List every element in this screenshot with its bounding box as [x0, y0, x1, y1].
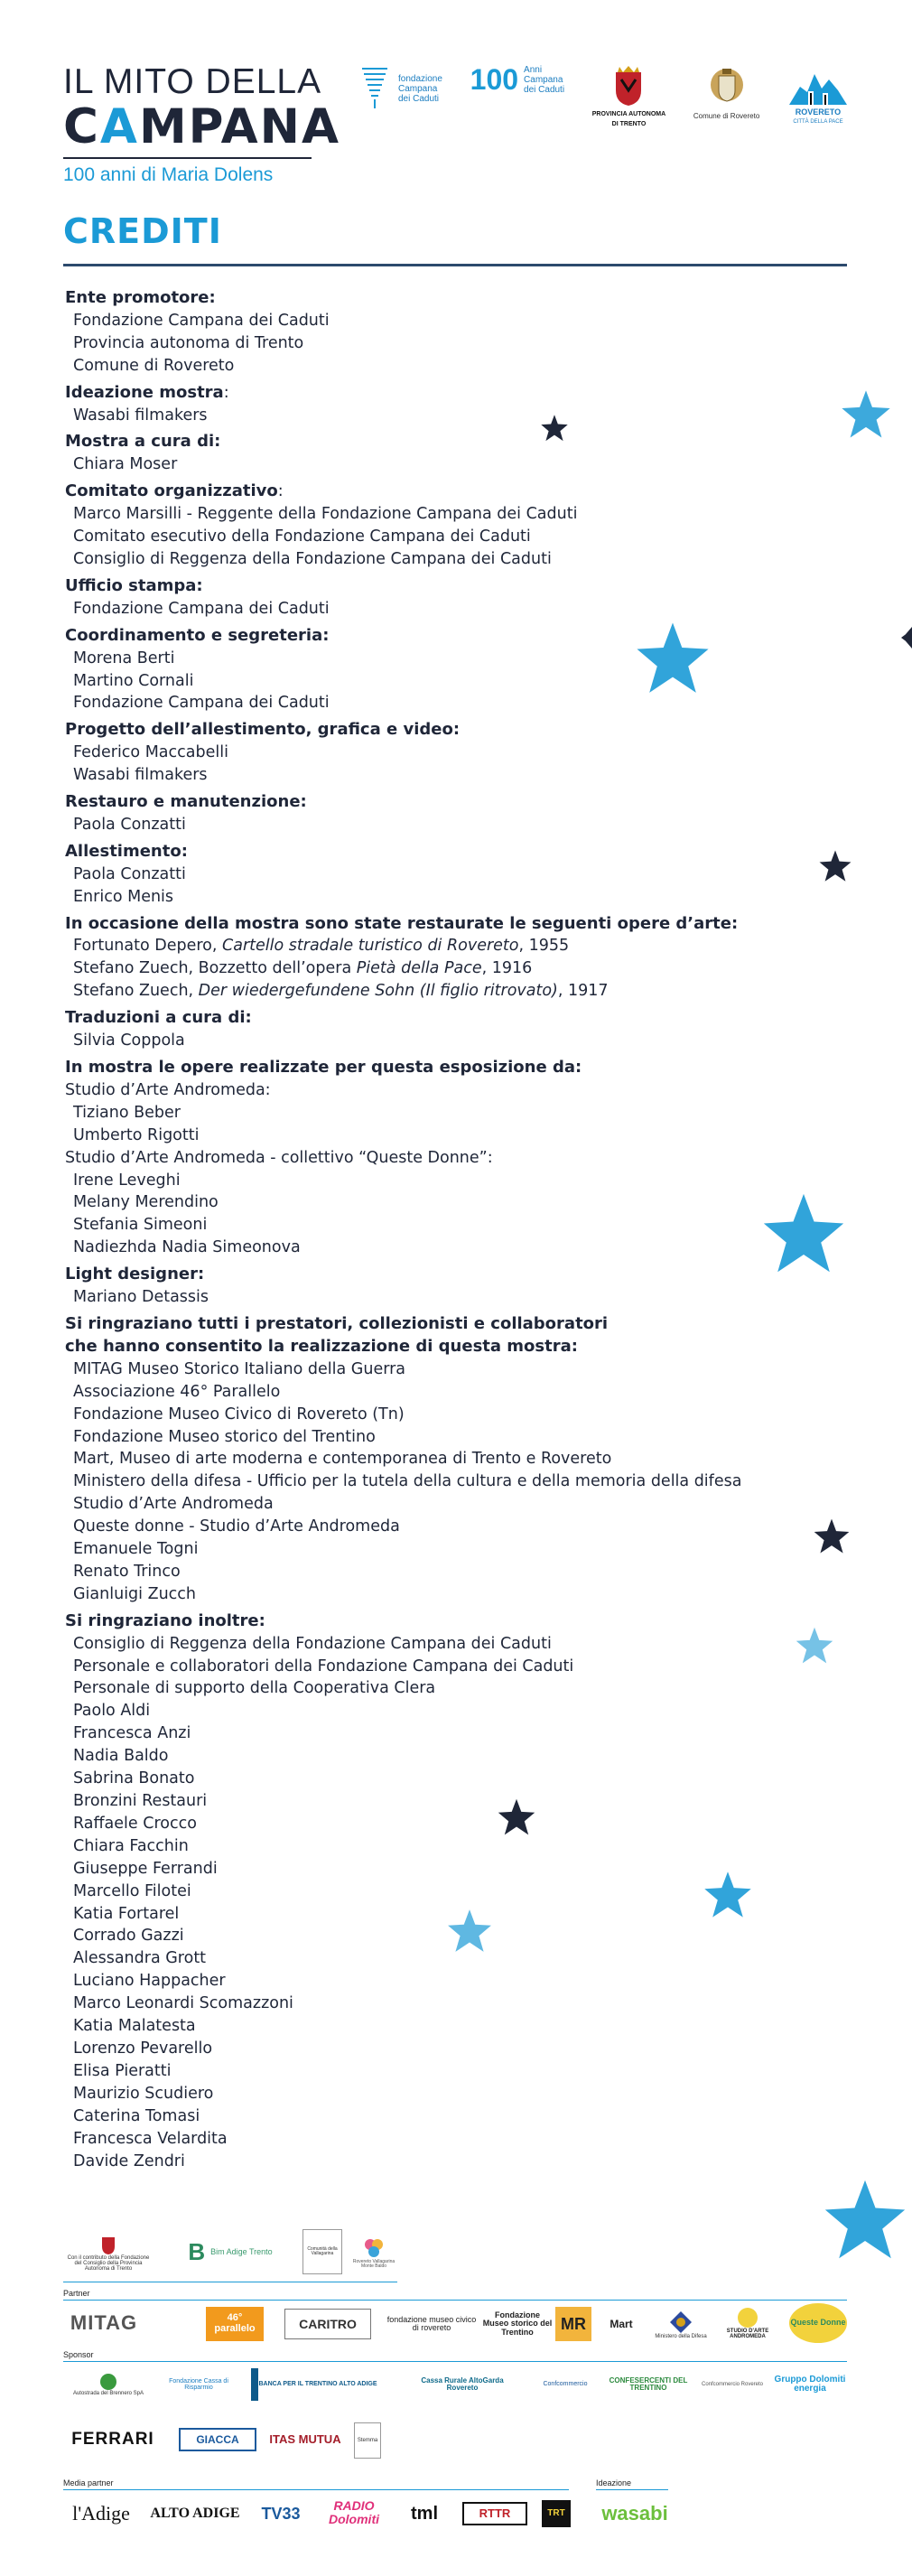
- section-heading: Traduzioni a cura di:: [65, 1008, 252, 1028]
- section-heading: Coordinamento e segreteria:: [65, 625, 330, 645]
- list-item: Emanuele Togni: [73, 1540, 199, 1559]
- credit-section: [65, 1313, 860, 1606]
- header-logos: [357, 65, 849, 137]
- exhibition-title: [63, 62, 341, 186]
- list-item: Consiglio di Reggenza della Fondazione Campana dei Caduti: [73, 1634, 552, 1653]
- list-item: Maurizio Scudiero: [73, 2084, 214, 2103]
- list-item: Fondazione Campana dei Caduti: [73, 694, 330, 713]
- sponsor-logo: Confcommercio: [543, 2381, 588, 2388]
- sponsor-logo: Fondazione Cassa di Risparmio: [169, 2377, 228, 2391]
- credit-section: [65, 1264, 860, 1309]
- credit-section: [65, 287, 860, 378]
- sponsor-logo: CONFESERCENTI DEL TRENTINO: [609, 2375, 688, 2392]
- list-item: Stefano Zuech, Der wiedergefundene Sohn (Il figlio ritrovato), 1917: [73, 982, 609, 1001]
- flower-icon: [362, 2236, 386, 2260]
- section-heading: Ideazione mostra:: [65, 382, 229, 402]
- group-label: Studio d’Arte Andromeda - collettivo “Queste Donne”:: [65, 1148, 493, 1167]
- media-logo: RADIO Dolomiti: [329, 2498, 379, 2526]
- list-item: Paolo Aldi: [73, 1702, 151, 1721]
- list-item: Martino Cornali: [73, 671, 194, 690]
- sponsor-label: Sponsor: [63, 2350, 94, 2359]
- credit-section: [65, 1057, 860, 1259]
- section-heading: Restauro e manutenzione:: [65, 792, 307, 812]
- star-icon: [634, 620, 712, 697]
- sponsor-logo: Cassa Rurale AltoGarda Rovereto: [421, 2375, 504, 2392]
- sponsor-logo: ITAS MUTUA: [269, 2432, 341, 2447]
- sponsor-logo: Stemma: [354, 2422, 381, 2459]
- list-item: Associazione 46° Parallelo: [73, 1382, 281, 1401]
- star-badge-icon: [736, 2307, 759, 2329]
- list-item: Provincia autonoma di Trento: [73, 333, 304, 352]
- list-item: Fondazione Campana dei Caduti: [73, 311, 330, 330]
- bell-letter: A: [99, 99, 139, 154]
- section-heading: Light designer:: [65, 1265, 205, 1284]
- list-item: Renato Trinco: [73, 1562, 181, 1581]
- list-item: Comitato esecutivo della Fondazione Campana dei Caduti: [73, 527, 531, 546]
- consiglio-provincia-logo: Con il contributo della Fondazione del Consiglio della Provincia Autonoma di Trento: [63, 2231, 154, 2276]
- star-icon: [818, 847, 852, 885]
- title-line-2: CAMPANA: [63, 99, 341, 154]
- footer-divider: [63, 2489, 569, 2490]
- group-label: Studio d’Arte Andromeda:: [65, 1080, 271, 1099]
- list-item: Federico Maccabelli: [73, 743, 228, 762]
- section-heading: In occasione della mostra sono state restaurate le seguenti opere d’arte:: [65, 913, 739, 933]
- star-icon: [540, 412, 569, 444]
- credit-section: [65, 625, 860, 715]
- credit-section: [65, 913, 860, 1003]
- partner-logo: MR: [555, 2307, 591, 2341]
- credit-section: [65, 431, 860, 476]
- footer-logos: [0, 2213, 912, 2576]
- wasabi-logo: wasabi: [601, 2502, 668, 2525]
- list-item: Francesca Anzi: [73, 1724, 191, 1743]
- crest-icon: [100, 2235, 116, 2255]
- bell-icon: [357, 65, 393, 112]
- star-icon: [795, 1626, 834, 1666]
- list-item: Katia Malatesta: [73, 2017, 196, 2036]
- list-item: Morena Berti: [73, 649, 175, 667]
- media-partner-label: Media partner: [63, 2478, 114, 2487]
- media-logo: ALTO ADIGE: [150, 2505, 240, 2521]
- credit-section: [65, 1007, 860, 1052]
- list-item: Enrico Menis: [73, 887, 174, 906]
- list-item: Marco Marsilli - Reggente della Fondazione Campana dei Caduti: [73, 505, 578, 524]
- media-logo: tml: [411, 2503, 438, 2524]
- partner-logo: 46° parallelo: [206, 2307, 264, 2341]
- list-item: Wasabi filmakers: [73, 766, 208, 785]
- list-item: Personale di supporto della Cooperativa Clera: [73, 1679, 436, 1698]
- list-item: Katia Fortarel: [73, 1904, 180, 1923]
- list-item: Davide Zendri: [73, 2151, 185, 2170]
- list-item: Umberto Rigotti: [73, 1125, 200, 1144]
- list-item: Mart, Museo di arte moderna e contemporanea di Trento e Rovereto: [73, 1450, 612, 1469]
- list-item: Tiziano Beber: [73, 1103, 181, 1122]
- title-rule: [63, 264, 847, 266]
- partner-logo: Queste Donne: [789, 2303, 847, 2343]
- list-item: Marco Leonardi Scomazzoni: [73, 1994, 293, 2013]
- partner-logo: fondazione museo civico di rovereto: [386, 2314, 477, 2332]
- list-item: Luciano Happacher: [73, 1972, 226, 1991]
- credit-section: [65, 575, 860, 621]
- list-item: Comune di Rovereto: [73, 356, 235, 375]
- credit-section: [65, 382, 860, 427]
- star-icon: [840, 388, 892, 441]
- credit-section: [65, 791, 860, 836]
- media-logo: TV33: [261, 2504, 301, 2523]
- list-item: Marcello Filotei: [73, 1881, 191, 1900]
- section-heading: Comitato organizzativo:: [65, 481, 284, 501]
- list-item: MITAG Museo Storico Italiano della Guerra: [73, 1359, 406, 1378]
- partner-label: Partner: [63, 2289, 90, 2298]
- list-item: Bronzini Restauri: [73, 1792, 208, 1810]
- city-skyline-icon: [787, 65, 849, 105]
- list-item: Nadia Baldo: [73, 1747, 169, 1766]
- list-item: Fondazione Museo storico del Trentino: [73, 1427, 376, 1446]
- list-item: Queste donne - Studio d’Arte Andromeda: [73, 1517, 400, 1536]
- emblem-icon: [669, 2310, 693, 2334]
- list-item: Corrado Gazzi: [73, 1927, 184, 1946]
- road-icon: [99, 2373, 117, 2391]
- comune-rovereto-logo: Comune di Rovereto: [693, 65, 759, 121]
- title-divider: [63, 157, 312, 159]
- partner-logo: Fondazione Museo storico del Trentino: [482, 2310, 553, 2337]
- section-heading: Allestimento:: [65, 841, 188, 861]
- sponsor-logo: Autostrada del Brennero SpA: [63, 2366, 154, 2403]
- list-item: Giuseppe Ferrandi: [73, 1859, 218, 1878]
- section-heading: Si ringraziano inoltre:: [65, 1610, 265, 1630]
- list-item: Chiara Facchin: [73, 1836, 189, 1855]
- credit-section: [65, 841, 860, 909]
- section-heading: Ufficio stampa:: [65, 575, 203, 595]
- title-subtitle: 100 anni di Maria Dolens: [63, 164, 274, 185]
- list-item: Consiglio di Reggenza della Fondazione Campana dei Caduti: [73, 549, 552, 568]
- footer-divider: [63, 2300, 847, 2301]
- media-logo: RTTR: [462, 2502, 527, 2525]
- star-icon: [446, 1908, 493, 1955]
- list-item: Raffaele Crocco: [73, 1814, 197, 1833]
- fondazione-campana-logo: fondazione Campana dei Caduti: [357, 65, 442, 112]
- star-icon: [703, 1870, 753, 1920]
- page-title: CREDITI: [63, 211, 222, 251]
- list-item: Personale e collaboratori della Fondazione Campana dei Caduti: [73, 1657, 574, 1675]
- bim-adige-logo: B Bim Adige Trento: [188, 2238, 273, 2266]
- section-heading: Mostra a cura di:: [65, 432, 221, 452]
- credit-section: [65, 719, 860, 787]
- list-item: Paola Conzatti: [73, 864, 186, 883]
- rovereto-citta-pace-logo: ROVERETO CITTÀ DELLA PACE: [787, 65, 849, 127]
- list-item: Gianluigi Zucch: [73, 1584, 197, 1603]
- coat-of-arms-icon: [612, 65, 645, 107]
- list-item: Francesca Velardita: [73, 2129, 228, 2148]
- partner-logo: Mart: [610, 2317, 633, 2330]
- star-icon: [813, 1517, 851, 1555]
- list-item: Mariano Detassis: [73, 1288, 209, 1307]
- list-item: Elisa Pieratti: [73, 2061, 172, 2080]
- section-heading: Si ringraziano tutti i prestatori, collezionisti e collaboratori: [65, 1313, 609, 1333]
- list-item: Sabrina Bonato: [73, 1769, 195, 1788]
- partner-logo: MITAG: [70, 2311, 138, 2335]
- sponsor-logo: Gruppo Dolomiti energia: [774, 2374, 846, 2394]
- list-item: Nadiezhda Nadia Simeonova: [73, 1238, 301, 1257]
- list-item: Alessandra Grott: [73, 1949, 207, 1968]
- ideazione-label: Ideazione: [596, 2478, 632, 2487]
- 100-anni-logo: 100 Anni Campana dei Caduti: [470, 63, 565, 96]
- partner-logo: Ministero della Difesa: [652, 2307, 710, 2343]
- sponsor-logo: BANCA PER IL TRENTINO ALTO ADIGE: [251, 2368, 377, 2401]
- list-item: Stefania Simeoni: [73, 1216, 208, 1235]
- list-item: Paola Conzatti: [73, 815, 186, 834]
- section-heading: Progetto dell’allestimento, grafica e video:: [65, 720, 461, 740]
- sponsor-logo: GIACCA: [179, 2428, 256, 2451]
- comunita-vallagarina-logo: Comunità della Vallagarina: [302, 2229, 342, 2274]
- partner-logo: STUDIO D'ARTE ANDROMEDA: [719, 2303, 777, 2343]
- star-icon: [901, 627, 912, 649]
- list-item: Lorenzo Pevarello: [73, 2039, 213, 2058]
- list-item: Wasabi filmakers: [73, 406, 208, 425]
- section-heading-cont: che hanno consentito la realizzazione di questa mostra:: [65, 1336, 578, 1356]
- star-icon: [497, 1797, 536, 1837]
- sponsor-logo: Confcommercio Rovereto: [701, 2381, 764, 2387]
- list-item: Ministero della difesa - Ufficio per la tutela della cultura e della memoria della difesa: [73, 1472, 742, 1491]
- star-icon: [760, 1190, 847, 1277]
- rovereto-vallagarina-logo: Rovereto Vallagarina Monte Baldo: [350, 2229, 397, 2276]
- list-item: Fortunato Depero, Cartello stradale turistico di Rovereto, 1955: [73, 937, 570, 956]
- media-logo: l'Adige: [72, 2502, 130, 2525]
- section-heading: In mostra le opere realizzate per questa esposizione da:: [65, 1058, 582, 1077]
- media-logo: TRT: [542, 2500, 571, 2527]
- list-item: Melany Merendino: [73, 1193, 219, 1212]
- title-line-1: IL MITO DELLA: [63, 62, 322, 101]
- sponsor-logo: FERRARI: [71, 2430, 154, 2450]
- provincia-trento-logo: PROVINCIA AUTONOMA DI TRENTO: [592, 65, 665, 129]
- list-item: Caterina Tomasi: [73, 2106, 200, 2125]
- credit-section: [65, 481, 860, 571]
- list-item: Fondazione Museo Civico di Rovereto (Tn): [73, 1405, 405, 1423]
- list-item: Irene Leveghi: [73, 1171, 181, 1190]
- footer-divider: [63, 2361, 847, 2362]
- footer-divider: [596, 2489, 668, 2490]
- list-item: Studio d’Arte Andromeda: [73, 1495, 274, 1514]
- list-item: Stefano Zuech, Bozzetto dell’opera Pietà della Pace, 1916: [73, 959, 533, 978]
- crest-icon: [708, 65, 746, 108]
- section-heading: Ente promotore:: [65, 288, 216, 307]
- list-item: Chiara Moser: [73, 455, 178, 474]
- list-item: Silvia Coppola: [73, 1031, 185, 1050]
- list-item: Fondazione Campana dei Caduti: [73, 599, 330, 618]
- partner-logo: CARITRO: [284, 2309, 371, 2339]
